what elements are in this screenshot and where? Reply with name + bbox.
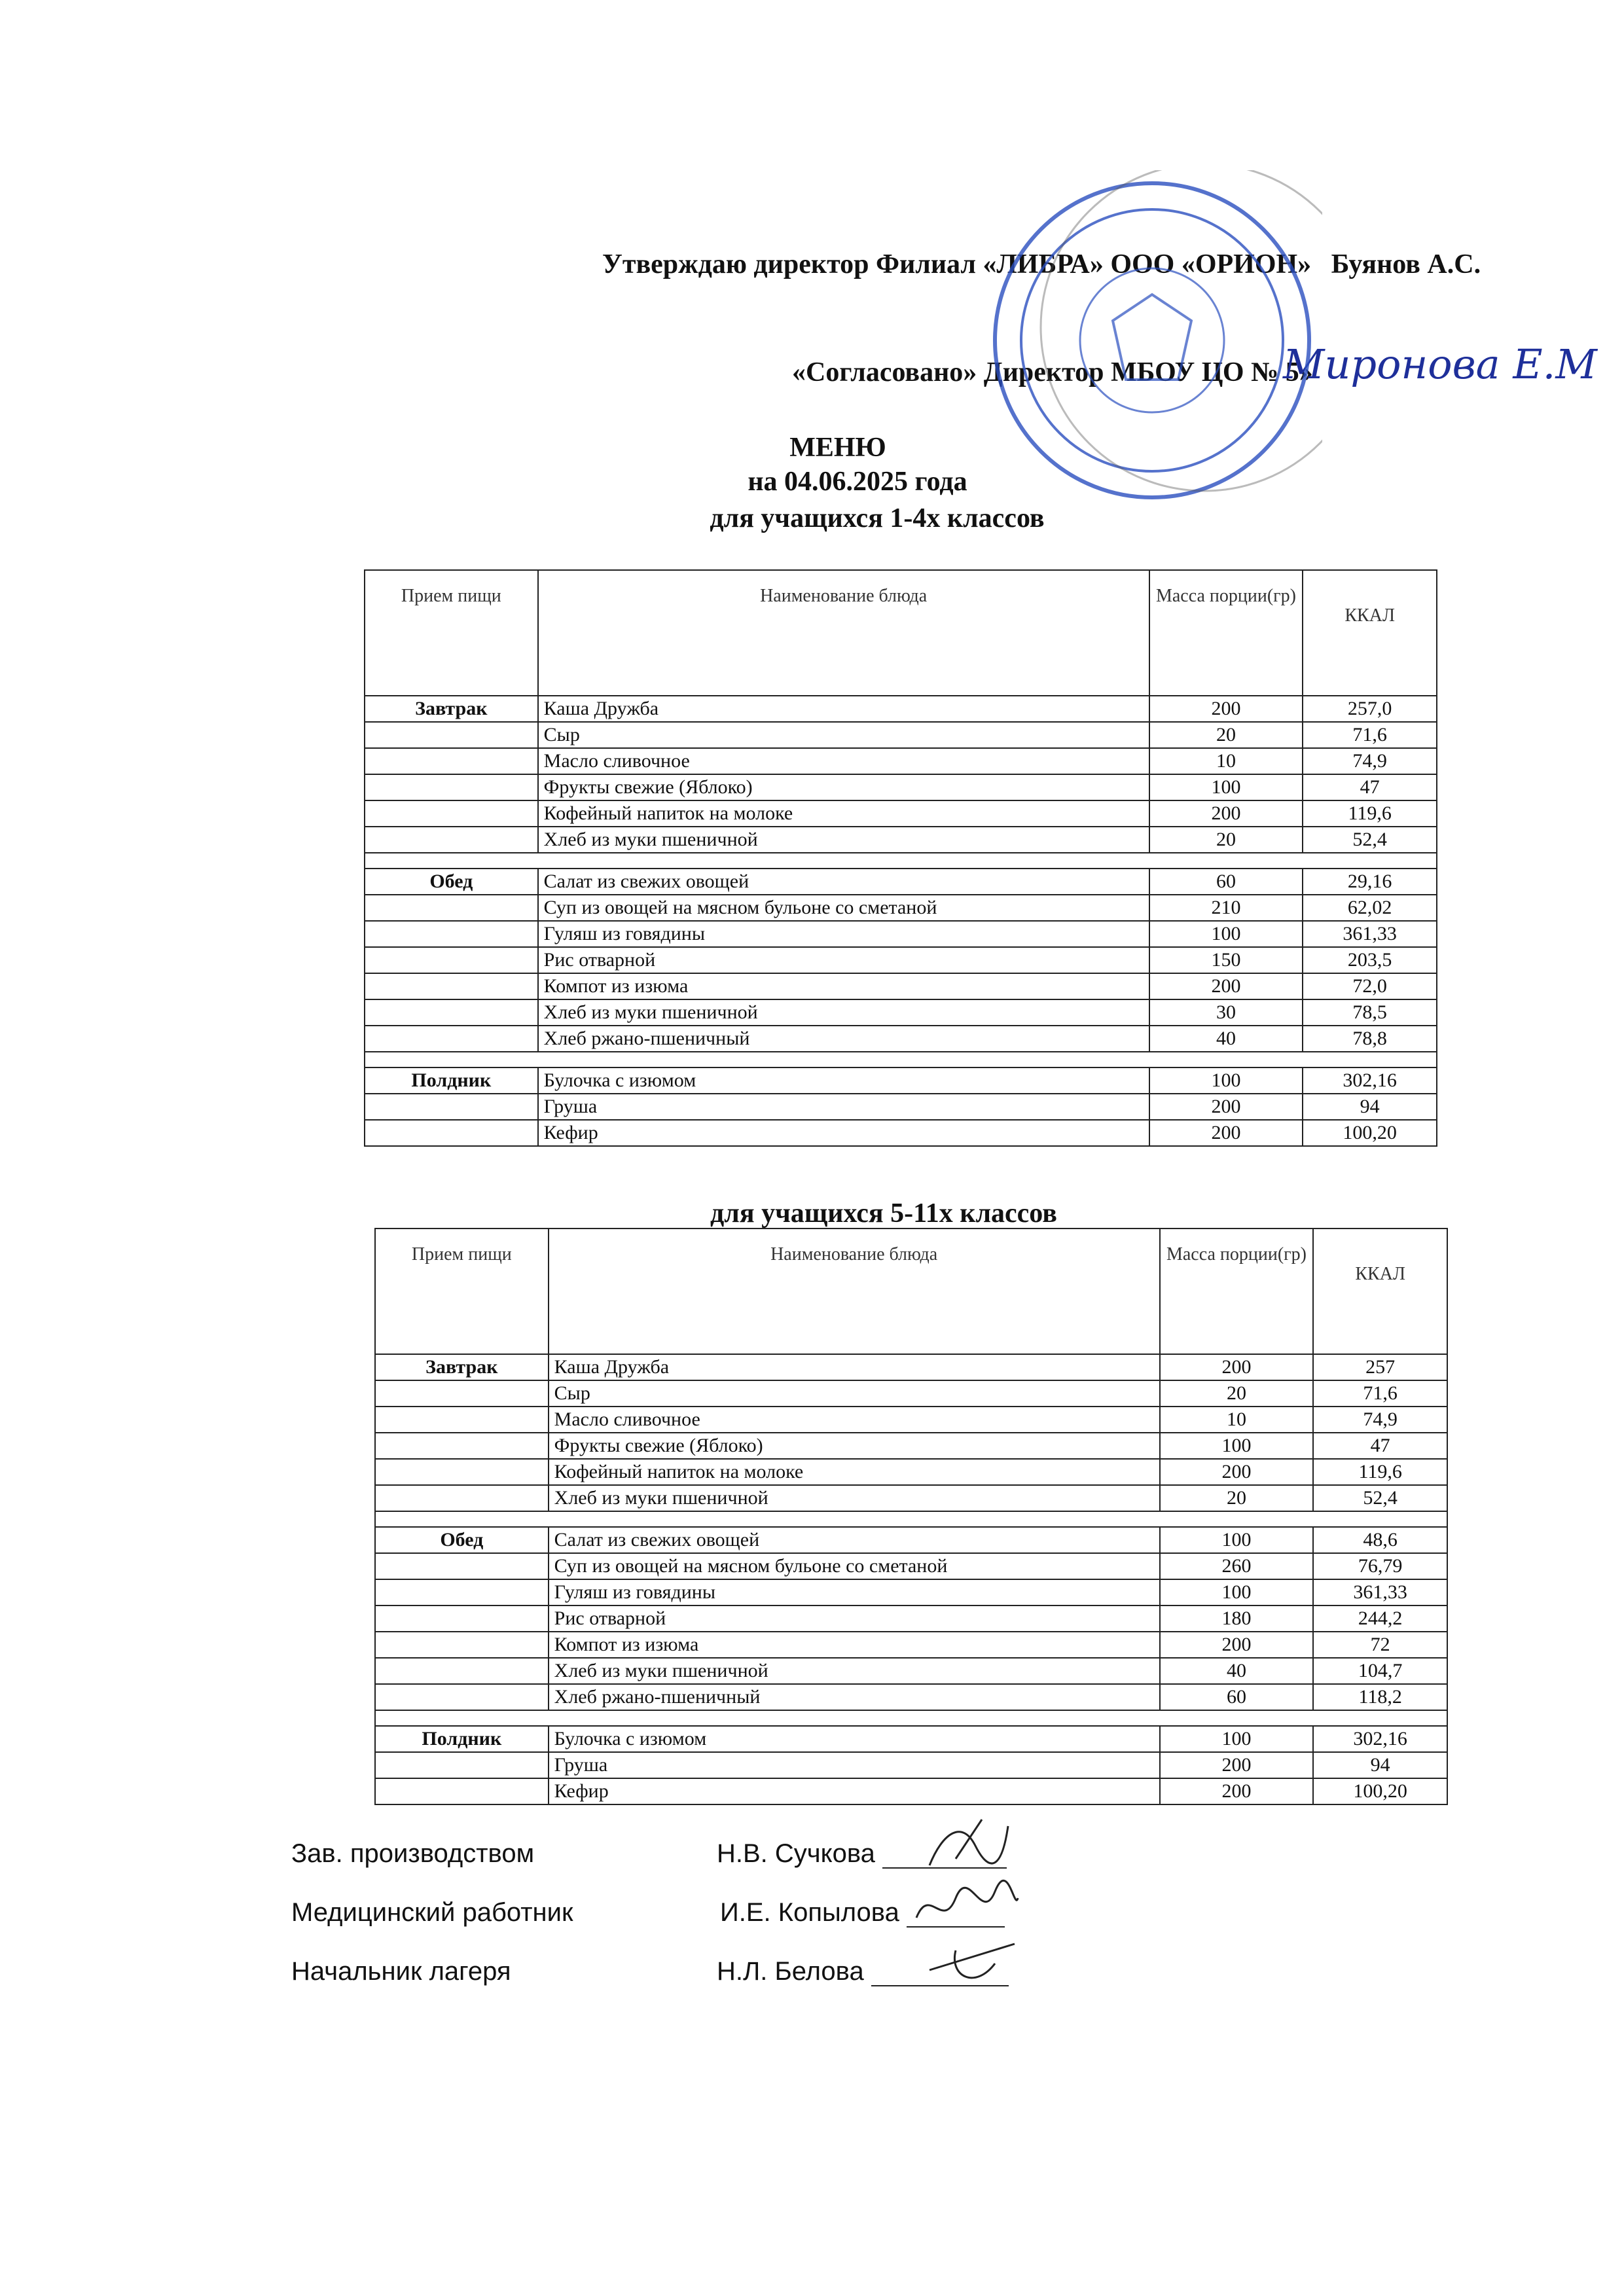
table-row: Гуляш из говядины 100 361,33 bbox=[375, 1579, 1447, 1605]
table-row: Хлеб ржано-пшеничный 60 118,2 bbox=[375, 1684, 1447, 1710]
handwritten-signature-icon bbox=[916, 1806, 1021, 1878]
table-row: Обед Салат из свежих овощей 60 29,16 bbox=[365, 869, 1437, 895]
table-row: Хлеб из муки пшеничной 20 52,4 bbox=[365, 827, 1437, 853]
approver-name: Буянов А.С. bbox=[1331, 249, 1481, 279]
table-row: Фрукты свежие (Яблоко) 100 47 bbox=[365, 774, 1437, 800]
signature-row-production: Зав. производством Н.В. Сучкова bbox=[291, 1839, 1007, 1869]
table-row: Полдник Булочка с изюмом 100 302,16 bbox=[365, 1067, 1437, 1094]
table-row: Завтрак Каша Дружба 200 257 bbox=[375, 1354, 1447, 1380]
table-row: Хлеб из муки пшеничной 20 52,4 bbox=[375, 1485, 1447, 1511]
table-row: Хлеб из муки пшеничной 40 104,7 bbox=[375, 1658, 1447, 1684]
table-row: Кофейный напиток на молоке 200 119,6 bbox=[375, 1459, 1447, 1485]
signature-row-medical: Медицинский работник И.Е. Копылова bbox=[291, 1898, 1005, 1928]
menu-title: МЕНЮ bbox=[789, 433, 886, 463]
table-row: Фрукты свежие (Яблоко) 100 47 bbox=[375, 1433, 1447, 1459]
menu-table-grades-1-4 bbox=[364, 569, 1437, 1147]
header-kcal: ККАЛ bbox=[1303, 570, 1437, 696]
table-row: Гуляш из говядины 100 361,33 bbox=[365, 921, 1437, 947]
table-row: Хлеб ржано-пшеничный 40 78,8 bbox=[365, 1026, 1437, 1052]
table-row: Груша 200 94 bbox=[365, 1094, 1437, 1120]
signature-row-camp-head: Начальник лагеря Н.Л. Белова bbox=[291, 1957, 1009, 1986]
round-seal-icon bbox=[982, 170, 1322, 511]
table-row: Кофейный напиток на молоке 200 119,6 bbox=[365, 800, 1437, 827]
header-kcal: ККАЛ bbox=[1313, 1229, 1447, 1354]
table-row: Сыр 20 71,6 bbox=[365, 722, 1437, 748]
table-row: Рис отварной 180 244,2 bbox=[375, 1605, 1447, 1632]
header-meal: Прием пищи bbox=[375, 1229, 549, 1354]
table-row: Завтрак Каша Дружба 200 257,0 bbox=[365, 696, 1437, 722]
handwritten-signature-icon bbox=[910, 1872, 1021, 1937]
menu-date: на 04.06.2025 года bbox=[748, 467, 967, 497]
table-row: Масло сливочное 10 74,9 bbox=[365, 748, 1437, 774]
menu-table-grades-5-11 bbox=[374, 1228, 1448, 1805]
header-meal: Прием пищи bbox=[365, 570, 538, 696]
table-row: Суп из овощей на мясном бульоне со сметаной 260 76,79 bbox=[375, 1553, 1447, 1579]
table-row: Масло сливочное 10 74,9 bbox=[375, 1407, 1447, 1433]
header-mass: Масса порции(гр) bbox=[1160, 1229, 1314, 1354]
group-1-heading: для учащихся 1-4х классов bbox=[710, 503, 1045, 533]
table-row: Хлеб из муки пшеничной 30 78,5 bbox=[365, 999, 1437, 1026]
approval-line-2: «Согласовано» Директор МБОУ ЦО № 5» bbox=[792, 357, 1313, 387]
table-row: Груша 200 94 bbox=[375, 1752, 1447, 1778]
table-row: Компот из изюма 200 72,0 bbox=[365, 973, 1437, 999]
header-mass: Масса порции(гр) bbox=[1149, 570, 1303, 696]
approval-line-1: Утверждаю директор Филиал «ЛИБРА» ООО «ОРИОН» Буянов А.С. bbox=[602, 249, 1481, 279]
table-row: Сыр 20 71,6 bbox=[375, 1380, 1447, 1407]
table-row: Рис отварной 150 203,5 bbox=[365, 947, 1437, 973]
table-row: Компот из изюма 200 72 bbox=[375, 1632, 1447, 1658]
header-dish: Наименование блюда bbox=[538, 570, 1149, 696]
table-row: Полдник Булочка с изюмом 100 302,16 bbox=[375, 1726, 1447, 1752]
table-row: Суп из овощей на мясном бульоне со сметаной 210 62,02 bbox=[365, 895, 1437, 921]
table-row: Кефир 200 100,20 bbox=[365, 1120, 1437, 1146]
handwritten-signature-icon bbox=[916, 1931, 1028, 1996]
group-2-heading: для учащихся 5-11х классов bbox=[710, 1198, 1057, 1229]
table-row: Обед Салат из свежих овощей 100 48,6 bbox=[375, 1527, 1447, 1553]
header-dish: Наименование блюда bbox=[549, 1229, 1160, 1354]
table-row: Кефир 200 100,20 bbox=[375, 1778, 1447, 1804]
handwritten-signature-mironova: Миронова Е.М bbox=[1283, 340, 1597, 388]
